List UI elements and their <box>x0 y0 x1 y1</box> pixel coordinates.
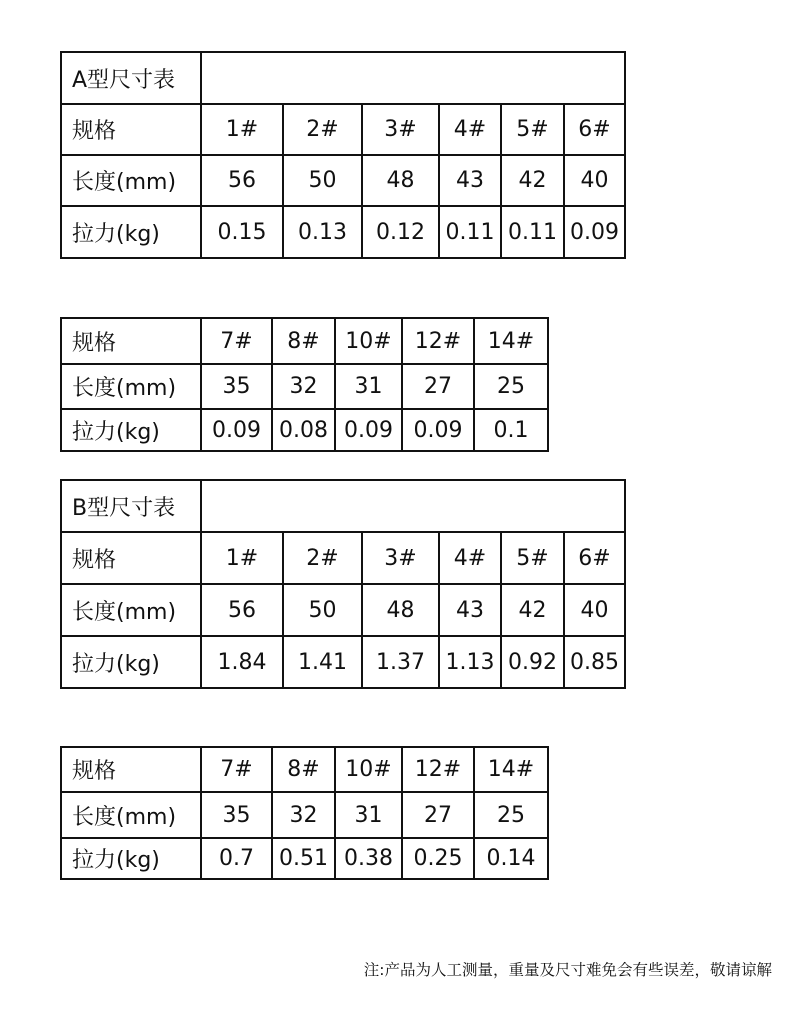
row-label: 长度(mm) <box>61 364 201 409</box>
table-cell: 0.08 <box>272 409 335 451</box>
title-blank-cell <box>201 480 625 532</box>
row-label: 规格 <box>61 104 201 155</box>
table-cell: 1# <box>201 104 283 155</box>
table-cell: 43 <box>439 584 501 636</box>
row-label: 规格 <box>61 747 201 792</box>
table-cell: 7# <box>201 747 272 792</box>
row-label: 拉力(kg) <box>61 838 201 879</box>
row-label: 长度(mm) <box>61 584 201 636</box>
table-cell: 42 <box>501 155 564 206</box>
table-cell: 2# <box>283 104 362 155</box>
table-cell: 6# <box>564 532 625 584</box>
table-cell: 25 <box>474 364 548 409</box>
table-cell: 1.37 <box>362 636 439 688</box>
table-row <box>61 532 625 584</box>
table-row <box>61 792 548 838</box>
table-row <box>61 584 625 636</box>
table-cell: 31 <box>335 792 402 838</box>
table-cell: 3# <box>362 104 439 155</box>
table-cell: 1.13 <box>439 636 501 688</box>
table-cell: 56 <box>201 584 283 636</box>
table-cell: 50 <box>283 155 362 206</box>
table-cell: 5# <box>501 104 564 155</box>
row-label: 拉力(kg) <box>61 409 201 451</box>
table-cell: 10# <box>335 747 402 792</box>
table-title: B型尺寸表 <box>61 480 201 532</box>
row-label: 拉力(kg) <box>61 206 201 258</box>
table-cell: 25 <box>474 792 548 838</box>
table-cell: 0.09 <box>564 206 625 258</box>
table-cell: 14# <box>474 747 548 792</box>
table-row <box>61 318 548 364</box>
table-cell: 35 <box>201 792 272 838</box>
measurement-disclaimer-note: 注:产品为人工测量，重量及尺寸难免会有些误差，敬请谅解 <box>363 961 772 979</box>
row-label: 规格 <box>61 318 201 364</box>
table-cell: 0.15 <box>201 206 283 258</box>
table-cell: 0.11 <box>439 206 501 258</box>
table-cell: 35 <box>201 364 272 409</box>
table-cell: 12# <box>402 318 474 364</box>
table-cell: 0.1 <box>474 409 548 451</box>
table-cell: 0.38 <box>335 838 402 879</box>
table-cell: 1# <box>201 532 283 584</box>
table-cell: 6# <box>564 104 625 155</box>
table-cell: 12# <box>402 747 474 792</box>
table-cell: 48 <box>362 584 439 636</box>
table-title-row <box>61 52 625 104</box>
table-cell: 1.41 <box>283 636 362 688</box>
table-cell: 3# <box>362 532 439 584</box>
table-cell: 0.51 <box>272 838 335 879</box>
table-cell: 4# <box>439 104 501 155</box>
b-type-size-table <box>60 479 626 689</box>
row-label: 拉力(kg) <box>61 636 201 688</box>
b-type-size-table-continued <box>60 746 549 880</box>
table-row <box>61 409 548 451</box>
table-row <box>61 155 625 206</box>
table-cell: 42 <box>501 584 564 636</box>
table-cell: 10# <box>335 318 402 364</box>
table-cell: 40 <box>564 584 625 636</box>
table-cell: 8# <box>272 318 335 364</box>
title-blank-cell <box>201 52 625 104</box>
table-cell: 7# <box>201 318 272 364</box>
table-cell: 0.09 <box>402 409 474 451</box>
table-cell: 0.09 <box>201 409 272 451</box>
table-cell: 0.09 <box>335 409 402 451</box>
a-type-size-table-continued <box>60 317 549 452</box>
row-label: 长度(mm) <box>61 792 201 838</box>
row-label: 规格 <box>61 532 201 584</box>
table-cell: 8# <box>272 747 335 792</box>
table-cell: 31 <box>335 364 402 409</box>
table-cell: 2# <box>283 532 362 584</box>
table-row <box>61 636 625 688</box>
row-label: 长度(mm) <box>61 155 201 206</box>
table-cell: 1.84 <box>201 636 283 688</box>
table-row <box>61 364 548 409</box>
table-cell: 50 <box>283 584 362 636</box>
table-title: A型尺寸表 <box>61 52 201 104</box>
table-cell: 0.7 <box>201 838 272 879</box>
table-row <box>61 206 625 258</box>
table-cell: 4# <box>439 532 501 584</box>
table-cell: 27 <box>402 364 474 409</box>
table-cell: 48 <box>362 155 439 206</box>
table-row <box>61 747 548 792</box>
table-cell: 0.13 <box>283 206 362 258</box>
table-cell: 0.92 <box>501 636 564 688</box>
table-cell: 0.25 <box>402 838 474 879</box>
table-cell: 56 <box>201 155 283 206</box>
table-title-row <box>61 480 625 532</box>
table-cell: 5# <box>501 532 564 584</box>
table-cell: 32 <box>272 792 335 838</box>
table-row <box>61 838 548 879</box>
table-cell: 0.85 <box>564 636 625 688</box>
table-cell: 14# <box>474 318 548 364</box>
a-type-size-table <box>60 51 626 259</box>
table-cell: 0.11 <box>501 206 564 258</box>
table-cell: 43 <box>439 155 501 206</box>
table-row <box>61 104 625 155</box>
table-cell: 27 <box>402 792 474 838</box>
table-cell: 32 <box>272 364 335 409</box>
table-cell: 0.12 <box>362 206 439 258</box>
table-cell: 0.14 <box>474 838 548 879</box>
table-cell: 40 <box>564 155 625 206</box>
